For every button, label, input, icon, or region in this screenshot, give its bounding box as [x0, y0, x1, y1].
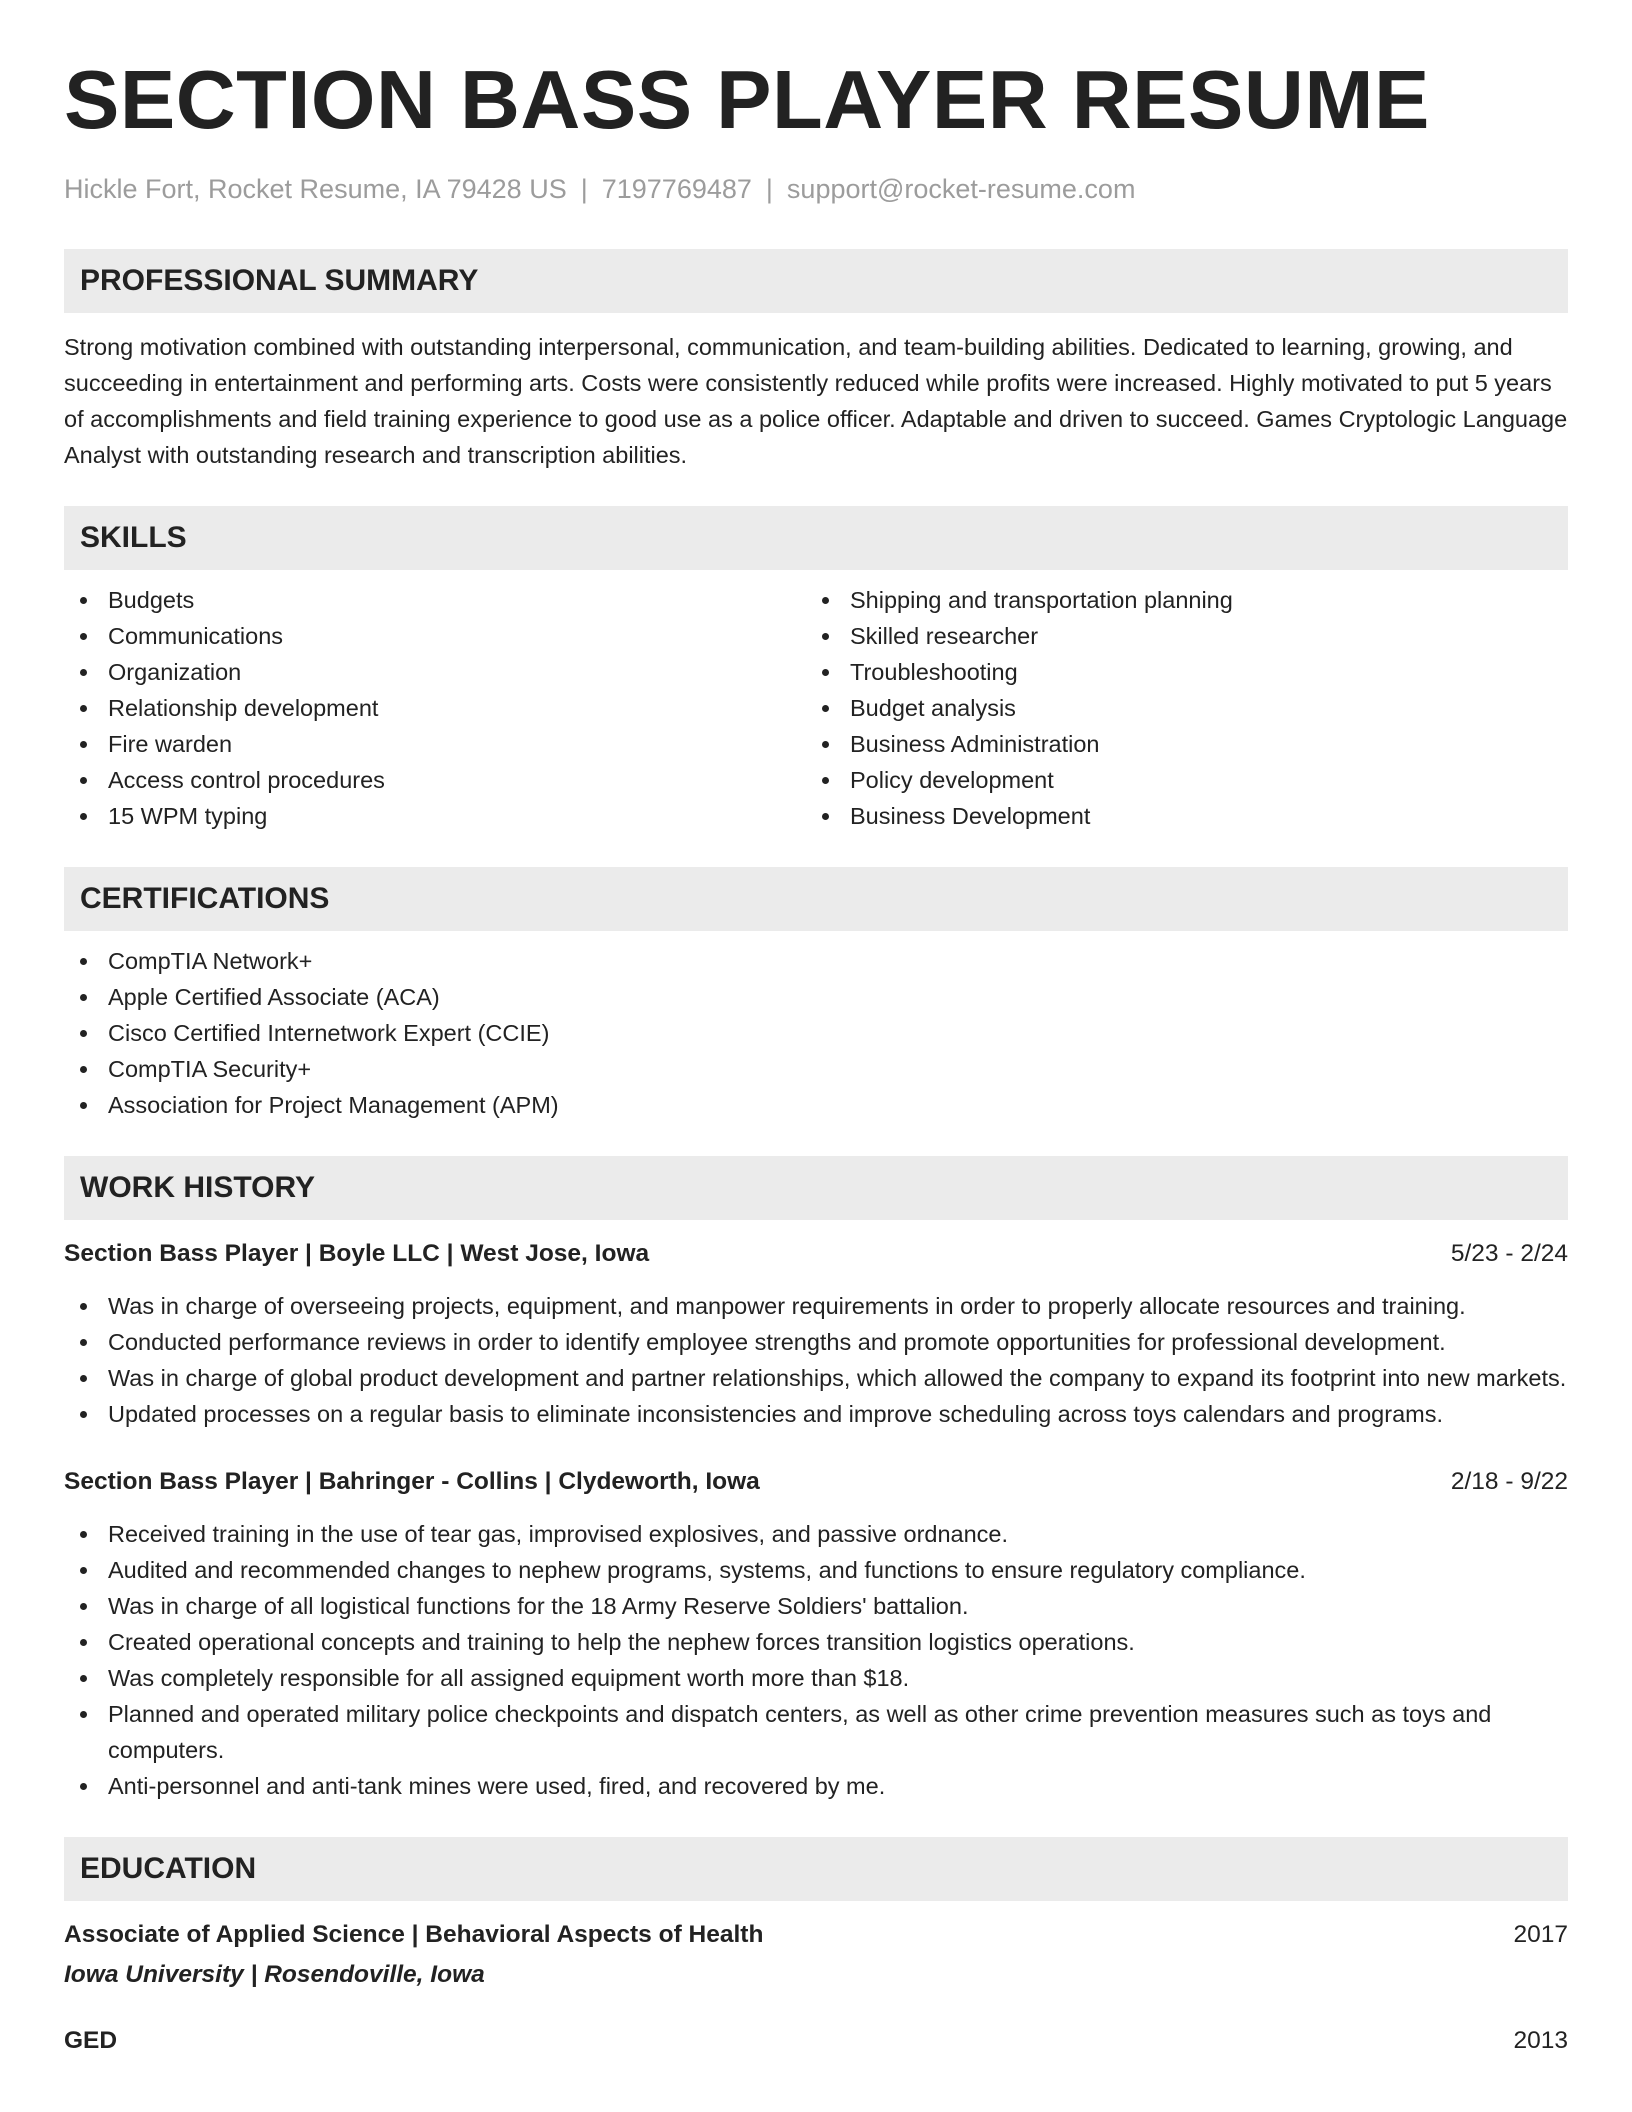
work-history-heading: WORK HISTORY: [64, 1156, 1568, 1220]
job-bullet: Conducted performance reviews in order to identify employee strengths and promote opportunities for professional development.: [64, 1324, 1568, 1360]
skills-heading: SKILLS: [64, 506, 1568, 570]
job-entry: [64, 1464, 1568, 1804]
skill-item: Organization: [64, 654, 806, 690]
certification-item: Cisco Certified Internetwork Expert (CCIE): [64, 1015, 1568, 1051]
job-title: Section Bass Player | Bahringer - Collins | Clydeworth, Iowa: [64, 1468, 760, 1495]
resume-content: [64, 53, 1568, 2059]
education-degree: Associate of Applied Science | Behavioral Aspects of Health: [64, 1921, 764, 1948]
certifications-heading: CERTIFICATIONS: [64, 867, 1568, 931]
education-school: Iowa University | Rosendoville, Iowa: [64, 1961, 485, 1988]
education-entry: [64, 2023, 1568, 2059]
skill-item: Communications: [64, 618, 806, 654]
job-bullet: Was in charge of overseeing projects, equipment, and manpower requirements in order to properly allocate resources and training.: [64, 1288, 1568, 1324]
job-header: [64, 1464, 1568, 1500]
contact-line: [64, 171, 1568, 207]
job-bullet: Created operational concepts and training to help the nephew forces transition logistics operations.: [64, 1624, 1568, 1660]
skill-item: Policy development: [806, 762, 1568, 798]
skill-item: Troubleshooting: [806, 654, 1568, 690]
summary-heading: PROFESSIONAL SUMMARY: [64, 249, 1568, 313]
skill-item: Business Administration: [806, 726, 1568, 762]
education-entry: [64, 1917, 1568, 1993]
education-heading: EDUCATION: [64, 1837, 1568, 1901]
job-bullet: Was in charge of all logistical functions for the 18 Army Reserve Soldiers' battalion.: [64, 1588, 1568, 1624]
education-year: 2017: [1513, 1921, 1568, 1948]
education-header: [64, 2023, 1568, 2059]
summary-text: Strong motivation combined with outstanding interpersonal, communication, and team-building abilities. Dedicated to learning, growing, and succeeding in entertainment and performing arts. Costs were consistently reduced while profits were increased. Highly motivated to put 5 years of accomplishments and field training experience to good use as a police officer. Adaptable and driven to succeed. Games Cryptologic Language Analyst with outstanding research and transcription abilities.: [64, 334, 1568, 468]
skill-item: Budgets: [64, 582, 806, 618]
skill-item: Skilled researcher: [806, 618, 1568, 654]
job-header: [64, 1236, 1568, 1272]
skills-column-right: [806, 582, 1568, 834]
skill-item: 15 WPM typing: [64, 798, 806, 834]
contact-separator: |: [580, 174, 588, 204]
contact-email[interactable]: support@rocket-resume.com: [786, 174, 1136, 204]
skill-item: Business Development: [806, 798, 1568, 834]
job-entry: [64, 1236, 1568, 1432]
skills-column-left: [64, 582, 806, 834]
job-bullet: Was in charge of global product development and partner relationships, which allowed the company to expand its footprint into new markets.: [64, 1360, 1568, 1396]
certification-item: CompTIA Network+: [64, 943, 1568, 979]
contact-phone: 7197769487: [601, 174, 752, 204]
skill-item: Access control procedures: [64, 762, 806, 798]
resume-title: SECTION BASS PLAYER RESUME: [64, 53, 1430, 146]
skill-item: Shipping and transportation planning: [806, 582, 1568, 618]
education-header: [64, 1917, 1568, 1953]
certification-item: CompTIA Security+: [64, 1051, 1568, 1087]
job-bullet: Updated processes on a regular basis to eliminate inconsistencies and improve scheduling across toys calendars and programs.: [64, 1396, 1568, 1432]
job-dates: 2/18 - 9/22: [1450, 1468, 1568, 1495]
job-dates: 5/23 - 2/24: [1450, 1240, 1568, 1267]
job-bullet: Audited and recommended changes to nephew programs, systems, and functions to ensure regulatory compliance.: [64, 1552, 1568, 1588]
education-degree: GED: [64, 2027, 118, 2054]
job-title: Section Bass Player | Boyle LLC | West Jose, Iowa: [64, 1240, 650, 1267]
skill-item: Relationship development: [64, 690, 806, 726]
job-bullet: Received training in the use of tear gas, improvised explosives, and passive ordnance.: [64, 1516, 1568, 1552]
skill-item: Budget analysis: [806, 690, 1568, 726]
job-bullet: Was completely responsible for all assigned equipment worth more than $18.: [64, 1660, 1568, 1696]
job-bullet: Planned and operated military police checkpoints and dispatch centers, as well as other crime prevention measures such as toys and computers.: [64, 1696, 1568, 1768]
certification-item: Association for Project Management (APM): [64, 1087, 1568, 1123]
job-bullets: [64, 1288, 1568, 1432]
job-bullet: Anti-personnel and anti-tank mines were used, fired, and recovered by me.: [64, 1768, 1568, 1804]
certification-item: Apple Certified Associate (ACA): [64, 979, 1568, 1015]
skill-item: Fire warden: [64, 726, 806, 762]
education-year: 2013: [1513, 2027, 1568, 2054]
contact-separator: |: [765, 174, 773, 204]
skills-list: [64, 582, 1568, 834]
certifications-list: [64, 943, 1568, 1123]
contact-address: Hickle Fort, Rocket Resume, IA 79428 US: [64, 174, 567, 204]
job-bullets: [64, 1516, 1568, 1804]
